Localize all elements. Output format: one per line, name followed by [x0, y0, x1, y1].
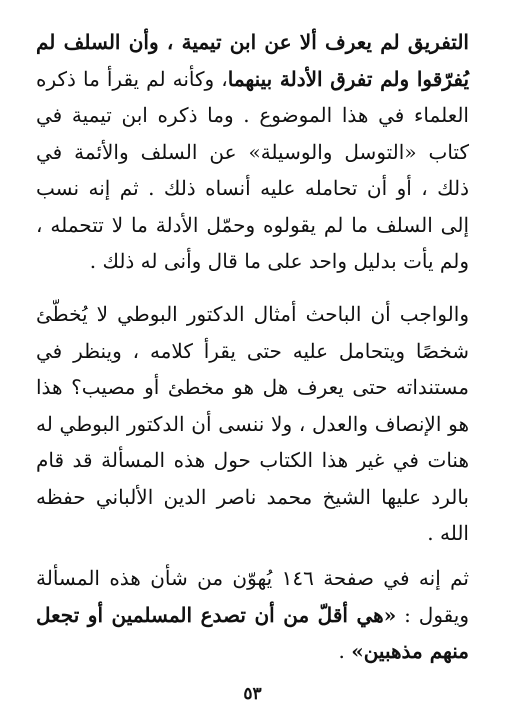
paragraph-3-end: . [338, 639, 352, 663]
page-number: ٥٣ [243, 684, 262, 704]
paragraph-3-bold-quote: «هي أقلّ من أن تصدع المسلمين أو تجعل منهم مذهبين» [36, 602, 469, 663]
paragraph-1-bold-opening: التفريق لم يعرف ألا عن ابن تيمية ، وأن السلف لم يُفرّقوا ولم تفرق الأدلة بينهما [36, 30, 470, 91]
paragraph-1-text: ، وكأنه لم يقرأ ما ذكره العلماء في هذا الموضوع . وما ذكره ابن تيمية في كتاب «التوسل والوسيلة» عن السلف والأئمة في ذلك ، أو أن تحامله عليه أنساه ذلك . ثم إنه نسب إلى السلف ما لم يقولوه وحمّل الأدلة ما لا تتحمله ، ولم يأت بدليل واحد على ما قال وأنى له ذلك . [36, 66, 469, 273]
paragraph-1 [36, 24, 469, 280]
paragraph-3 [36, 560, 469, 670]
paragraph-2: والواجب أن الباحث أمثال الدكتور البوطي لا يُخطّئ شخصًا ويتحامل عليه حتى يقرأ كلامه ، وينظر في مستنداته حتى يعرف هل هو مخطئ أو مصيب؟ هذا هو الإنصاف والعدل ، ولا ننسى أن الدكتور البوطي له هنات في غير هذا الكتاب حول هذه المسألة قد قام بالرد عليها الشيخ محمد ناصر الدين الألباني حفظه الله . [36, 302, 469, 545]
paragraph-3-text: ثم إنه في صفحة ١٤٦ يُهوّن من شأن هذه المسألة ويقول : [36, 566, 469, 627]
